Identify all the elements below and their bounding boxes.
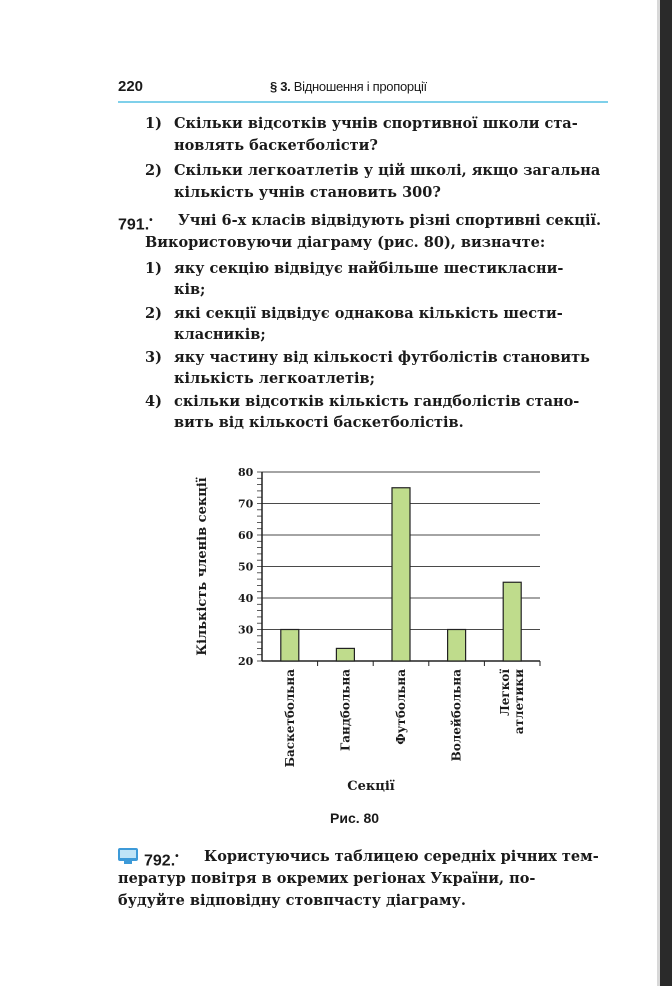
category-label: атлетики [512, 669, 527, 735]
task-791-item-2-number: 2) [145, 305, 162, 322]
bar-3 [392, 488, 410, 661]
prev-item-1-line-1: Скільки відсотків учнів спортивної школи ста- [174, 115, 578, 132]
page-number: 220 [118, 78, 144, 95]
y-tick-label: 80 [238, 466, 254, 479]
task-791-item-2-line-2: класників; [174, 326, 266, 343]
task-792-line-1: Користуючись таблицею середніх річних тем- [204, 848, 599, 865]
task-791-item-4-line-2: вить від кількості баскетболістів. [174, 414, 464, 431]
category-label: Гандбольна [338, 669, 353, 752]
category-label: Футбольна [394, 669, 408, 745]
bar-2 [336, 648, 354, 661]
prev-item-1-number: 1) [145, 115, 162, 132]
task-791-item-1-line-1: яку секцію відвідує найбільше шестикласни- [174, 260, 564, 277]
category-label: Волейбольна [449, 669, 464, 762]
category-label: Баскетбольна [282, 669, 297, 768]
task-791-item-4-number: 4) [145, 393, 162, 410]
prev-item-2-line-1: Скільки легкоатлетів у цій школі, якщо загальна [174, 162, 601, 179]
computer-icon [118, 848, 138, 864]
task-792-number: 792.• [144, 851, 179, 870]
y-tick-label: 40 [238, 592, 254, 605]
prev-item-1-line-2: новлять баскетболісти? [174, 137, 378, 154]
page-edge [660, 0, 672, 986]
prev-item-2-line-2: кількість учнів становить 300? [174, 184, 441, 201]
task-791-item-3-line-2: кількість легкоатлетів; [174, 370, 375, 387]
difficulty-mark: • [149, 215, 153, 226]
task-791-item-3-number: 3) [145, 349, 162, 366]
task-792-line-2: ператур повітря в окремих регіонах України, по- [118, 870, 536, 887]
task-792-line-3: будуйте відповідну стовпчасту діаграму. [118, 892, 466, 909]
y-tick-label: 60 [238, 529, 254, 542]
figure-caption: Рис. 80 [330, 810, 380, 826]
task-791-item-1-number: 1) [145, 260, 162, 277]
bar-5 [503, 582, 521, 661]
section-name: Відношення і пропорції [293, 79, 427, 94]
y-axis-title: Кількість членів секції [195, 477, 210, 656]
y-tick-label: 70 [238, 497, 254, 511]
task-791-intro-line-1: Учні 6-х класів відвідують різні спортивні секції. [178, 212, 602, 229]
bar-1 [281, 630, 299, 662]
task-791-intro-line-2: Використовуючи діаграму (рис. 80), визначте: [145, 234, 546, 251]
section-mark: § 3. [270, 79, 291, 94]
task-791-item-1-line-2: ків; [174, 281, 206, 298]
task-791-item-4-line-1: скільки відсотків кількість гандболістів стано- [174, 393, 580, 410]
category-label: Легкої [498, 669, 513, 716]
prev-item-2-number: 2) [145, 162, 162, 179]
bar-4 [448, 630, 466, 662]
x-axis-title: Секції [347, 779, 395, 794]
y-tick-label: 30 [238, 623, 254, 637]
y-tick-label: 20 [238, 655, 254, 668]
y-tick-label: 50 [238, 560, 254, 574]
task-791-item-2-line-1: які секції відвідує однакова кількість шести- [174, 305, 563, 322]
difficulty-mark: • [175, 851, 179, 862]
task-791-item-3-line-1: яку частину від кількості футболістів становить [174, 349, 590, 366]
task-791-number: 791.• [118, 215, 153, 234]
